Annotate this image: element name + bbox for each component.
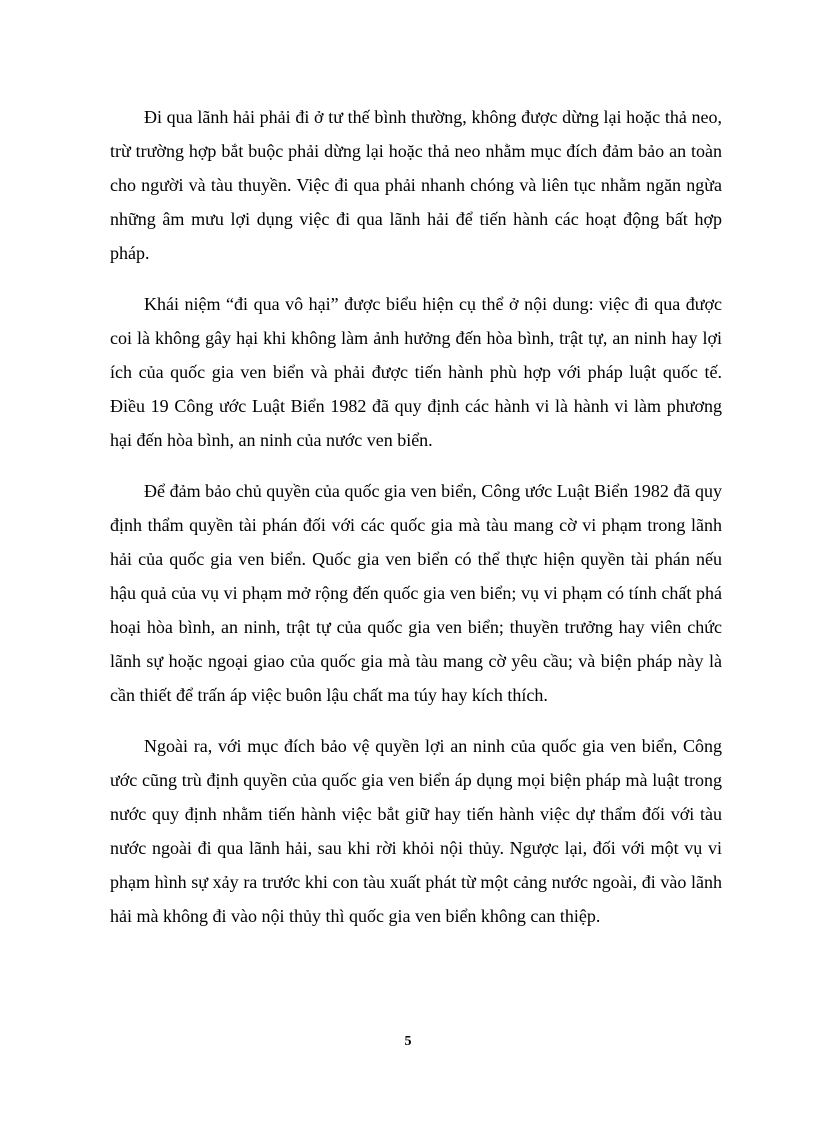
document-body xyxy=(110,100,722,950)
page-number: 5 xyxy=(404,1034,412,1049)
paragraph-innocent-passage-concept: Khái niệm “đi qua vô hại” được biểu hiện cụ thể ở nội dung: việc đi qua được coi là không gây hại khi không làm ảnh hưởng đến hòa bình, trật tự, an ninh hay lợi ích của quốc gia ven biển và phải được tiến hành phù hợp với pháp luật quốc tế. Điều 19 Công ước Luật Biển 1982 đã quy định các hành vi là hành vi làm phương hại đến hòa bình, an ninh của nước ven biển. xyxy=(110,294,722,450)
paragraph-security-measures: Ngoài ra, với mục đích bảo vệ quyền lợi an ninh của quốc gia ven biển, Công ước cũng trù định quyền của quốc gia ven biển áp dụng mọi biện pháp mà luật trong nước quy định nhằm tiến hành việc bắt giữ hay tiến hành việc dự thẩm đối với tàu nước ngoài đi qua lãnh hải, sau khi rời khỏi nội thủy. Ngược lại, đối với một vụ vi phạm hình sự xảy ra trước khi con tàu xuất phát từ một cảng nước ngoài, đi vào lãnh hải mà không đi vào nội thủy thì quốc gia ven biển không can thiệp. xyxy=(110,736,722,926)
paragraph-innocent-passage-conduct: Đi qua lãnh hải phải đi ở tư thế bình thường, không được dừng lại hoặc thả neo, trừ trường hợp bắt buộc phải dừng lại hoặc thả neo nhằm mục đích đảm bảo an toàn cho người và tàu thuyền. Việc đi qua phải nhanh chóng và liên tục nhằm ngăn ngừa những âm mưu lợi dụng việc đi qua lãnh hải để tiến hành các hoạt động bất hợp pháp. xyxy=(110,107,722,263)
paragraph-jurisdiction: Để đảm bảo chủ quyền của quốc gia ven biển, Công ước Luật Biển 1982 đã quy định thẩm quyền tài phán đối với các quốc gia mà tàu mang cờ vi phạm trong lãnh hải của quốc gia ven biển. Quốc gia ven biển có thể thực hiện quyền tài phán nếu hậu quả của vụ vi phạm mở rộng đến quốc gia ven biển; vụ vi phạm có tính chất phá hoại hòa bình, an ninh, trật tự của quốc gia ven biển; thuyền trưởng hay viên chức lãnh sự hoặc ngoại giao của quốc gia mà tàu mang cờ yêu cầu; và biện pháp này là cần thiết để trấn áp việc buôn lậu chất ma túy hay kích thích. xyxy=(110,481,722,705)
